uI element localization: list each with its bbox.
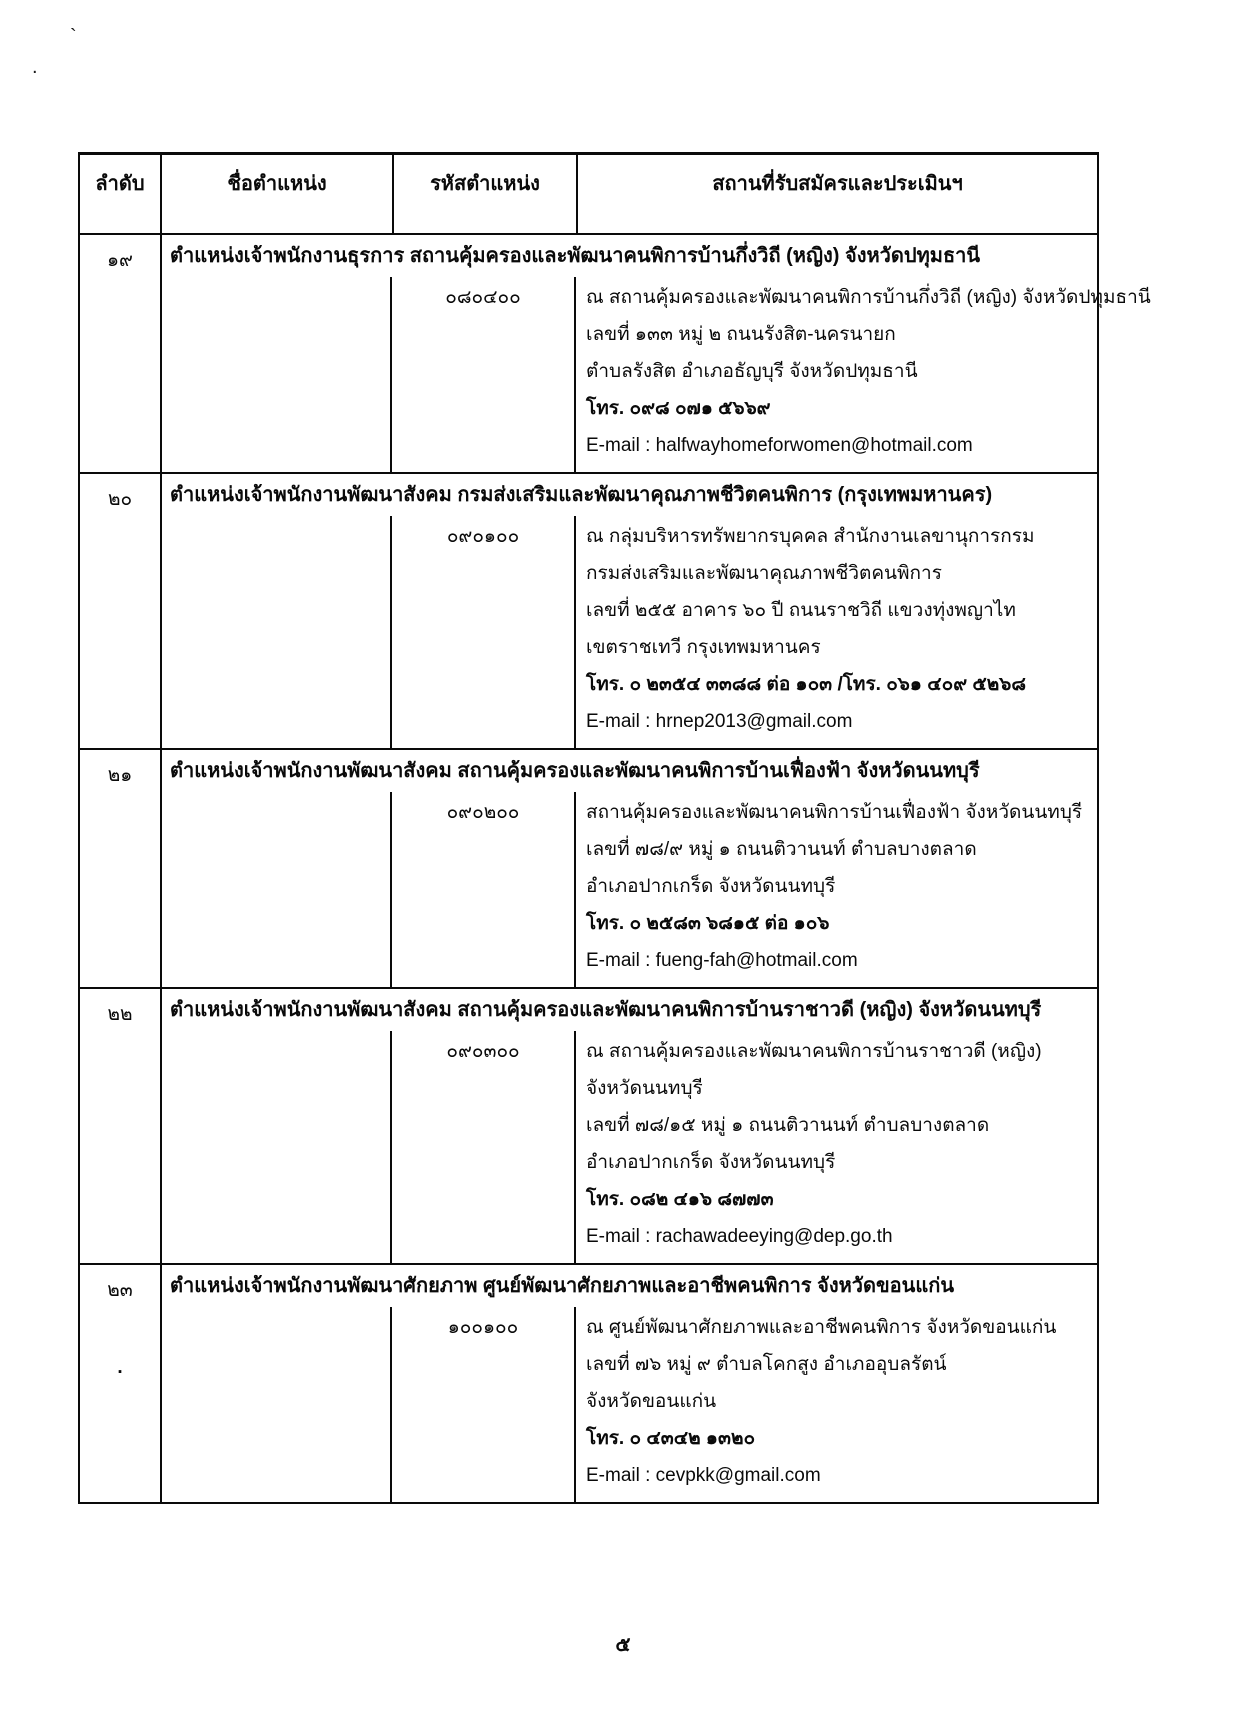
- location-line: ตำบลรังสิต อำเภอธัญบุรี จังหวัดปทุมธานี: [586, 361, 918, 382]
- position-title: ตำแหน่งเจ้าพนักงานพัฒนาสังคม สถานคุ้มครองและพัฒนาคนพิการบ้านราชาวดี (หญิง) จังหวัดนนทบุรี: [170, 999, 1042, 1021]
- position-title: ตำแหน่งเจ้าพนักงานพัฒนาสังคม กรมส่งเสริมและพัฒนาคุณภาพชีวิตคนพิการ (กรุงเทพมหานคร): [170, 484, 993, 506]
- row-number: ๒๑: [107, 765, 133, 786]
- table-row: [79, 988, 1098, 1264]
- location-details: [576, 792, 1097, 987]
- location-line: สถานคุ้มครองและพัฒนาคนพิการบ้านเฟื่องฟ้า จังหวัดนนทบุรี: [586, 802, 1083, 823]
- location-line: จังหวัดขอนแก่น: [586, 1391, 717, 1412]
- location-line: เลขที่ ๗๖ หมู่ ๙ ตำบลโคกสูง อำเภออุบลรัตน์: [586, 1354, 947, 1375]
- row-number: ๒๐: [107, 489, 133, 510]
- location-line: อำเภอปากเกร็ด จังหวัดนนทบุรี: [586, 876, 836, 897]
- table-body: [79, 234, 1151, 1503]
- position-title: ตำแหน่งเจ้าพนักงานธุรการ สถานคุ้มครองและพัฒนาคนพิการบ้านกึ่งวิถี (หญิง) จังหวัดปทุมธานี: [170, 245, 981, 267]
- positions-table: [78, 152, 1151, 1504]
- position-title: ตำแหน่งเจ้าพนักงานพัฒนาสังคม สถานคุ้มครองและพัฒนาคนพิการบ้านเฟื่องฟ้า จังหวัดนนทบุรี: [170, 760, 980, 782]
- location-line: ณ สถานคุ้มครองและพัฒนาคนพิการบ้านกึ่งวิถี (หญิง) จังหวัดปทุมธานี: [586, 287, 1151, 308]
- location-line: ณ สถานคุ้มครองและพัฒนาคนพิการบ้านราชาวดี (หญิง): [586, 1041, 1042, 1062]
- scan-artifact-dot: .: [32, 56, 38, 78]
- row-number: ๒๓: [107, 1280, 133, 1301]
- location-line: เลขที่ ๒๕๕ อาคาร ๖๐ ปี ถนนราชวิถี แขวงทุ่งพญาไท: [586, 600, 1016, 621]
- location-line: เลขที่ ๗๘/๑๕ หมู่ ๑ ถนนติวานนท์ ตำบลบางตลาด: [586, 1115, 990, 1136]
- location-line: เลขที่ ๑๓๓ หมู่ ๒ ถนนรังสิต-นครนายก: [586, 324, 896, 345]
- position-code: ๐๙๐๑๐๐: [392, 516, 576, 748]
- location-line: โทร. ๐ ๒๕๘๓ ๖๘๑๕ ต่อ ๑๐๖: [586, 913, 830, 934]
- table-row: [79, 234, 1098, 473]
- row-number: ๑๙: [107, 250, 133, 271]
- location-line: โทร. ๐ ๔๓๔๒ ๑๓๒๐: [586, 1428, 756, 1449]
- position-code: ๐๙๐๓๐๐: [392, 1031, 576, 1263]
- location-line: เขตราชเทวี กรุงเทพมหานคร: [586, 637, 821, 658]
- header-application-location: สถานที่รับสมัครและประเมินฯ: [577, 154, 1098, 235]
- header-order: ลำดับ: [79, 154, 161, 235]
- location-details: [576, 516, 1097, 748]
- header-position-name: ชื่อตำแหน่ง: [161, 154, 393, 235]
- table-row: [79, 749, 1098, 988]
- position-name-column: [162, 1307, 392, 1502]
- location-details: [576, 277, 1155, 472]
- position-name-column: [162, 516, 392, 748]
- row-number-mark: .: [117, 1357, 123, 1378]
- position-name-column: [162, 277, 392, 472]
- position-code: ๑๐๐๑๐๐: [392, 1307, 576, 1502]
- location-line: E-mail : halfwayhomeforwomen@hotmail.com: [586, 435, 973, 456]
- position-name-column: [162, 792, 392, 987]
- scan-artifact-tick: `: [70, 26, 77, 48]
- location-line: E-mail : fueng-fah@hotmail.com: [586, 950, 858, 971]
- row-number: ๒๒: [107, 1004, 133, 1025]
- location-line: โทร. ๐ ๒๓๕๔ ๓๓๘๘ ต่อ ๑๐๓ /โทร. ๐๖๑ ๔๐๙ ๕๒๖๘: [586, 674, 1027, 695]
- header-position-code: รหัสตำแหน่ง: [393, 154, 577, 235]
- location-line: เลขที่ ๗๘/๙ หมู่ ๑ ถนนติวานนท์ ตำบลบางตลาด: [586, 839, 977, 860]
- position-name-column: [162, 1031, 392, 1263]
- position-code: ๐๘๐๔๐๐: [392, 277, 576, 472]
- location-details: [576, 1307, 1097, 1502]
- location-line: โทร. ๐๘๒ ๔๑๖ ๘๗๗๓: [586, 1189, 774, 1210]
- row-detail-area: [162, 792, 1097, 987]
- table-row: [79, 473, 1098, 749]
- location-line: โทร. ๐๙๘ ๐๗๑ ๕๖๖๙: [586, 398, 771, 419]
- location-line: กรมส่งเสริมและพัฒนาคุณภาพชีวิตคนพิการ: [586, 563, 942, 584]
- row-number-cell: [79, 988, 161, 1264]
- row-number-cell: [79, 473, 161, 749]
- row-number-cell: [79, 234, 161, 473]
- row-detail-area: [162, 516, 1097, 748]
- location-line: ณ ศูนย์พัฒนาศักยภาพและอาชีพคนพิการ จังหวัดขอนแก่น: [586, 1317, 1057, 1338]
- location-line: E-mail : rachawadeeying@dep.go.th: [586, 1226, 893, 1247]
- table-header-row: [79, 154, 1098, 235]
- location-line: อำเภอปากเกร็ด จังหวัดนนทบุรี: [586, 1152, 836, 1173]
- location-line: E-mail : cevpkk@gmail.com: [586, 1465, 821, 1486]
- row-detail-area: [162, 1307, 1097, 1502]
- row-detail-area: [162, 277, 1151, 472]
- location-details: [576, 1031, 1097, 1263]
- page-number: ๕: [615, 1634, 631, 1656]
- location-line: จังหวัดนนทบุรี: [586, 1078, 703, 1099]
- position-code: ๐๙๐๒๐๐: [392, 792, 576, 987]
- row-number-cell: [79, 749, 161, 988]
- table-row: [79, 1264, 1098, 1503]
- position-title: ตำแหน่งเจ้าพนักงานพัฒนาศักยภาพ ศูนย์พัฒนาศักยภาพและอาชีพคนพิการ จังหวัดขอนแก่น: [170, 1275, 955, 1297]
- location-line: ณ กลุ่มบริหารทรัพยากรบุคคล สำนักงานเลขานุการกรม: [586, 526, 1035, 547]
- row-detail-area: [162, 1031, 1097, 1263]
- row-number-cell: [79, 1264, 161, 1503]
- location-line: E-mail : hrnep2013@gmail.com: [586, 711, 853, 732]
